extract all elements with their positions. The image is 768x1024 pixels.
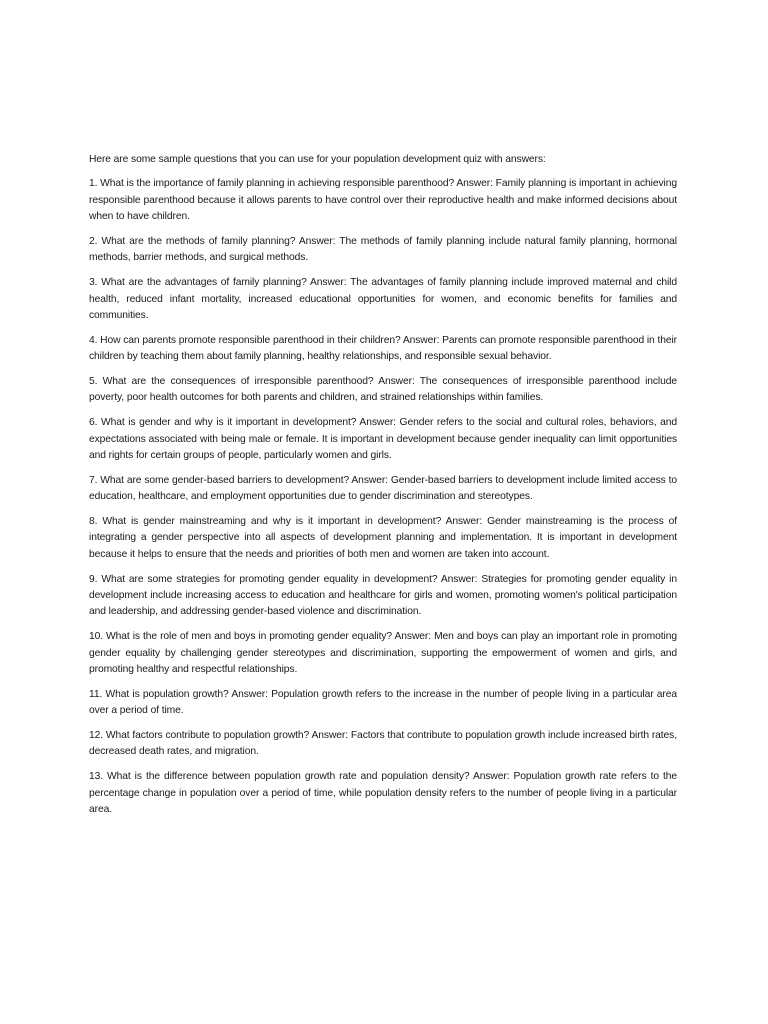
question-item-9: 9. What are some strategies for promoting gender equality in development? Answer: Strategies for promoting gender equality in development include increasing access to education and healthcare for girls and women, promoting women's political participation and leadership, and addressing gender-based violence and discrimination. (89, 573, 677, 618)
question-item-2: 2. What are the methods of family planning? Answer: The methods of family planning include natural family planning, hormonal methods, barrier methods, and surgical methods. (89, 236, 677, 264)
question-item-12: 12. What factors contribute to population growth? Answer: Factors that contribute to population growth include increased birth rates, decreased death rates, and migration. (89, 730, 677, 758)
question-item-3: 3. What are the advantages of family planning? Answer: The advantages of family planning include improved maternal and child health, reduced infant mortality, increased educational opportunities for women, and economic benefits for families and communities. (89, 277, 677, 322)
question-item-4: 4. How can parents promote responsible parenthood in their children? Answer: Parents can promote responsible parenthood in their children by teaching them about family planning, healthy relationships, and responsible sexual behavior. (89, 334, 677, 363)
question-item-8: 8. What is gender mainstreaming and why is it important in development? Answer: Gender mainstreaming is the process of integrating a gender perspective into all aspects of development planning and implementation. It is important in development because it helps to ensure that the needs and priorities of both men and women are taken into account. (89, 516, 677, 560)
question-item-6: 6. What is gender and why is it important in development? Answer: Gender refers to the social and cultural roles, behaviors, and expectations associated with being male or female. It is important in development because gender inequality can limit opportunities and rights for certain groups of people, particularly women and girls. (89, 417, 677, 462)
question-item-10: 10. What is the role of men and boys in promoting gender equality? Answer: Men and boys can play an important role in promoting gender equality by challenging gender stereotypes and discrimination, supporting the empowerment of women and girls, and promoting healthy and respectful relationships. (89, 631, 677, 676)
question-item-7: 7. What are some gender-based barriers to development? Answer: Gender-based barriers to development include limited access to education, healthcare, and employment opportunities due to gender discrimination and stereotypes. (89, 474, 677, 503)
document-page (89, 152, 677, 827)
intro-paragraph: Here are some sample questions that you can use for your population development quiz with answers: (89, 154, 546, 165)
question-item-13: 13. What is the difference between population growth rate and population density? Answer: Population growth rate refers to the percentage change in population over a period of time, while population density refers to the number of people living in a particular area. (89, 771, 677, 816)
question-item-1: 1. What is the importance of family planning in achieving responsible parenthood? Answer: Family planning is important in achieving responsible parenthood because it allows parents to have control over their reproductive health and make informed decisions about when to have children. (89, 178, 677, 223)
question-item-5: 5. What are the consequences of irresponsible parenthood? Answer: The consequences of irresponsible parenthood include poverty, poor health outcomes for both parents and children, and strained relationships within families. (89, 376, 677, 404)
question-item-11: 11. What is population growth? Answer: Population growth refers to the increase in the number of people living in a particular area over a period of time. (89, 688, 677, 717)
